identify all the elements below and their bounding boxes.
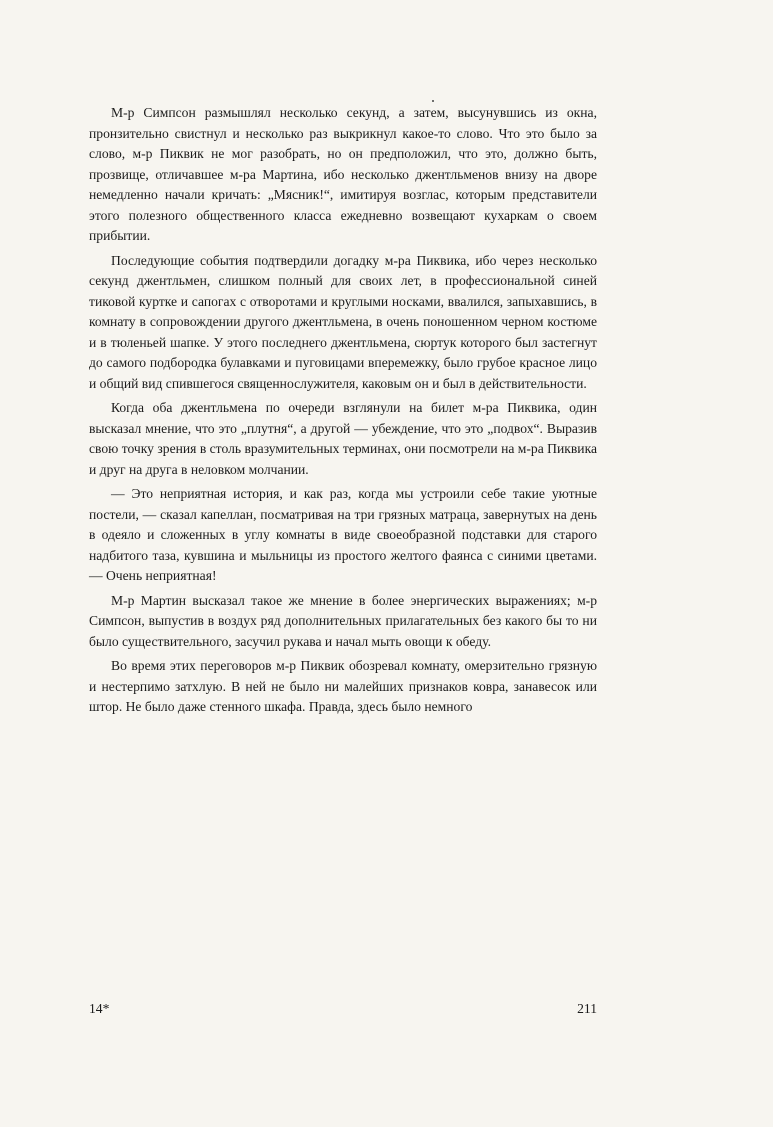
paragraph: М-р Симпсон размышлял несколько секунд, а затем, высунувшись из окна, пронзительно свистнул и несколько раз выкрикнул какое-то слово. Что это было за слово, м-р Пиквик не мог разобрать, но он предположил, что это, должно быть, прозвище, отличавшее м-ра Мартина, ибо несколько джентльменов внизу на дворе немедленно начали кричать: „Мясник!“, имитируя возглас, которым представители этого полезного общественного класса ежедневно возвещают кухаркам о своем прибытии. — [89, 105, 597, 243]
paragraph: Когда оба джентльмена по очереди взглянули на билет м-ра Пиквика, один высказал мнение, что это „плутня“, а другой — убеждение, что это „подвох“. Выразив свою точку зрения в столь вразумительных терминах, они посмотрели на м-ра Пиквика и друг на друга в неловком молчании. — [89, 400, 597, 477]
page-number: 211 — [577, 1001, 597, 1016]
paragraph: — Это неприятная история, и как раз, когда мы устроили себе такие уютные постели, — сказал капеллан, посматривая на три грязных матраца, завернутых на день в одеяло и сложенных в углу комнаты в виде своеобразной подставки для старого надбитого таза, кувшина и мыльницы из простого желтого фаянса с синими цветами. — Очень неприятная! — [89, 486, 597, 583]
paragraph: М-р Мартин высказал такое же мнение в более энергических выражениях; м-р Симпсон, выпустив в воздух ряд дополнительных прилагательных без какого бы то ни было существительного, засучил рукава и начал мыть овощи к обеду. — [89, 592, 597, 649]
paragraph: Во время этих переговоров м-р Пиквик обозревал комнату, омерзительно грязную и нестерпимо затхлую. В ней не было ни малейших признаков ковра, занавесок или штор. Не было даже стенного шкафа. Правда, здесь было немного — [89, 658, 597, 714]
paragraph: Последующие события подтвердили догадку м-ра Пиквика, ибо через несколько секунд джентльмен, слишком полный для своих лет, в профессиональной синей тиковой куртке и сапогах с отворотами и круглыми носками, ввалился, запыхавшись, в комнату в сопровождении другого джентльмена, в очень поношенном черном костюме и в тюленьей шапке. У этого последнего джентльмена, сюртук которого был застегнут до самого подбородка булавками и пуговицами вперемежку, было грубое красное лицо и общий вид спившегося священнослужителя, каковым он и был в действительности. — [89, 252, 597, 391]
signature-mark: 14* — [89, 1001, 110, 1016]
ink-speck — [432, 100, 434, 102]
body-text — [89, 103, 597, 722]
page-footer — [89, 1001, 597, 1023]
